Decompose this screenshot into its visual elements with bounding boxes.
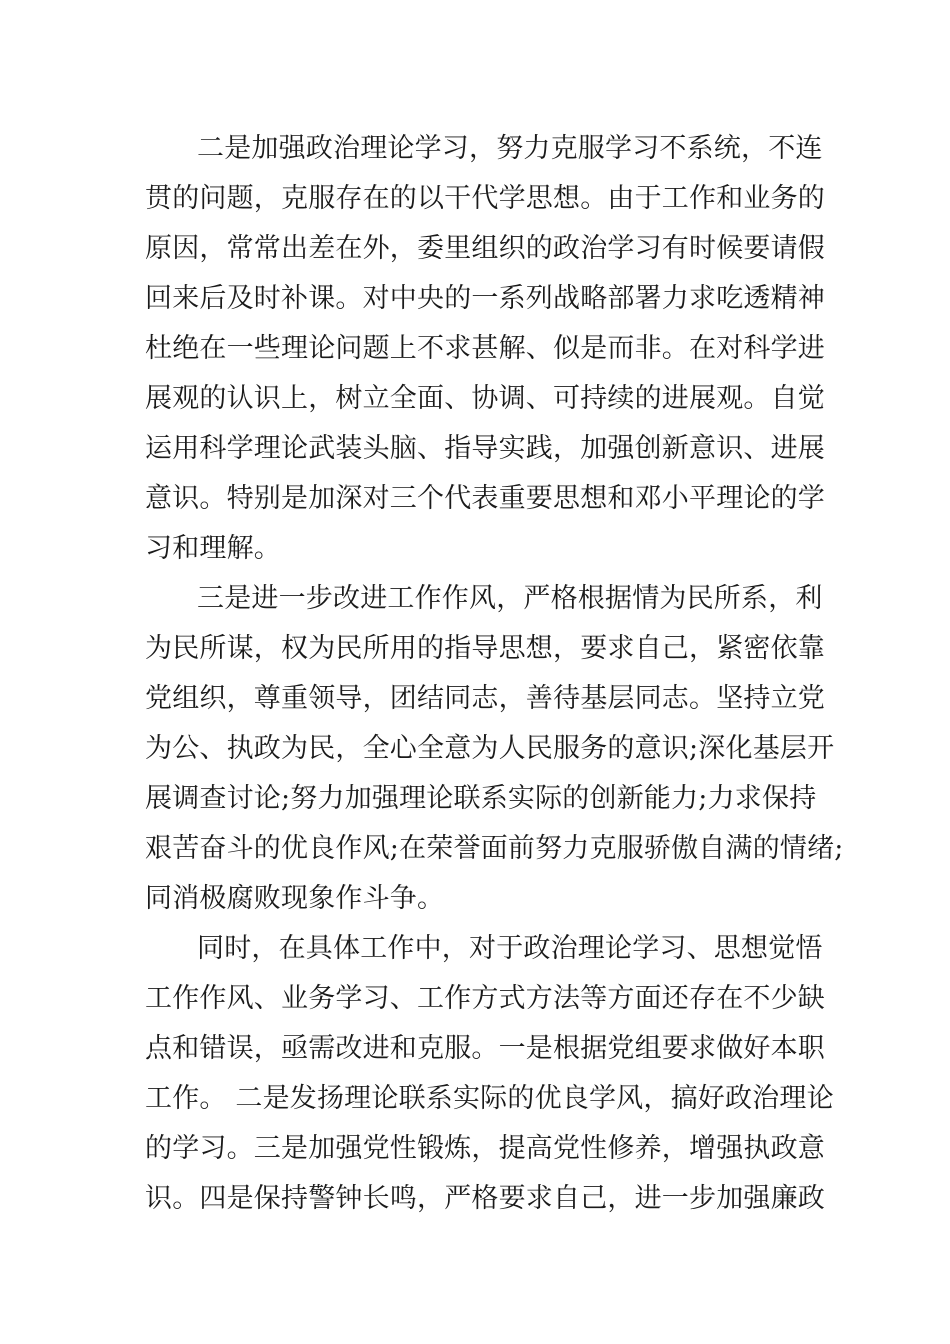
paragraph-2-line-4: 为公、执政为民，全心全意为人民服务的意识;深化基层开: [145, 733, 835, 764]
paragraph-2-line-5: 展调查讨论;努力加强理论联系实际的创新能力;力求保持: [145, 783, 817, 814]
paragraph-2-line-7: 同消极腐败现象作斗争。: [145, 883, 445, 914]
paragraph-3-line-5: 的学习。三是加强党性锻炼，提高党性修养，增强执政意: [145, 1133, 825, 1164]
paragraph-2-line-1: 三是进一步改进工作作风，严格根据情为民所系，利: [197, 583, 823, 614]
paragraph-3-line-3: 点和错误，亟需改进和克服。一是根据党组要求做好本职: [145, 1033, 825, 1064]
paragraph-3-line-6: 识。四是保持警钟长鸣，严格要求自己，进一步加强廉政: [145, 1183, 825, 1214]
paragraph-1-line-2: 贯的问题，克服存在的以干代学思想。由于工作和业务的: [145, 183, 825, 214]
paragraph-2-line-6: 艰苦奋斗的优良作风;在荣誉面前努力克服骄傲自满的情绪;: [145, 833, 844, 864]
paragraph-2-line-3: 党组织，尊重领导，团结同志，善待基层同志。坚持立党: [145, 683, 825, 714]
paragraph-1-line-8: 意识。特别是加深对三个代表重要思想和邓小平理论的学: [145, 483, 825, 514]
paragraph-2-line-2: 为民所谋，权为民所用的指导思想，要求自己，紧密依靠: [145, 633, 825, 664]
paragraph-1-line-3: 原因，常常出差在外，委里组织的政治学习有时候要请假: [145, 233, 825, 264]
paragraph-1-line-7: 运用科学理论武装头脑、指导实践，加强创新意识、进展: [145, 433, 825, 464]
paragraph-1-line-5: 杜绝在一些理论问题上不求甚解、似是而非。在对科学进: [145, 333, 825, 364]
paragraph-1-line-6: 展观的认识上，树立全面、协调、可持续的进展观。自觉: [145, 383, 825, 414]
paragraph-1-line-4: 回来后及时补课。对中央的一系列战略部署力求吃透精神: [145, 283, 825, 314]
paragraph-3-line-2: 工作作风、业务学习、工作方式方法等方面还存在不少缺: [145, 983, 825, 1014]
paragraph-1-line-1: 二是加强政治理论学习，努力克服学习不系统，不连: [197, 133, 823, 164]
paragraph-3-line-4: 工作。 二是发扬理论联系实际的优良学风，搞好政治理论: [145, 1083, 834, 1114]
paragraph-3-line-1: 同时，在具体工作中，对于政治理论学习、思想觉悟: [197, 933, 823, 964]
paragraph-1-line-9: 习和理解。: [145, 533, 281, 564]
